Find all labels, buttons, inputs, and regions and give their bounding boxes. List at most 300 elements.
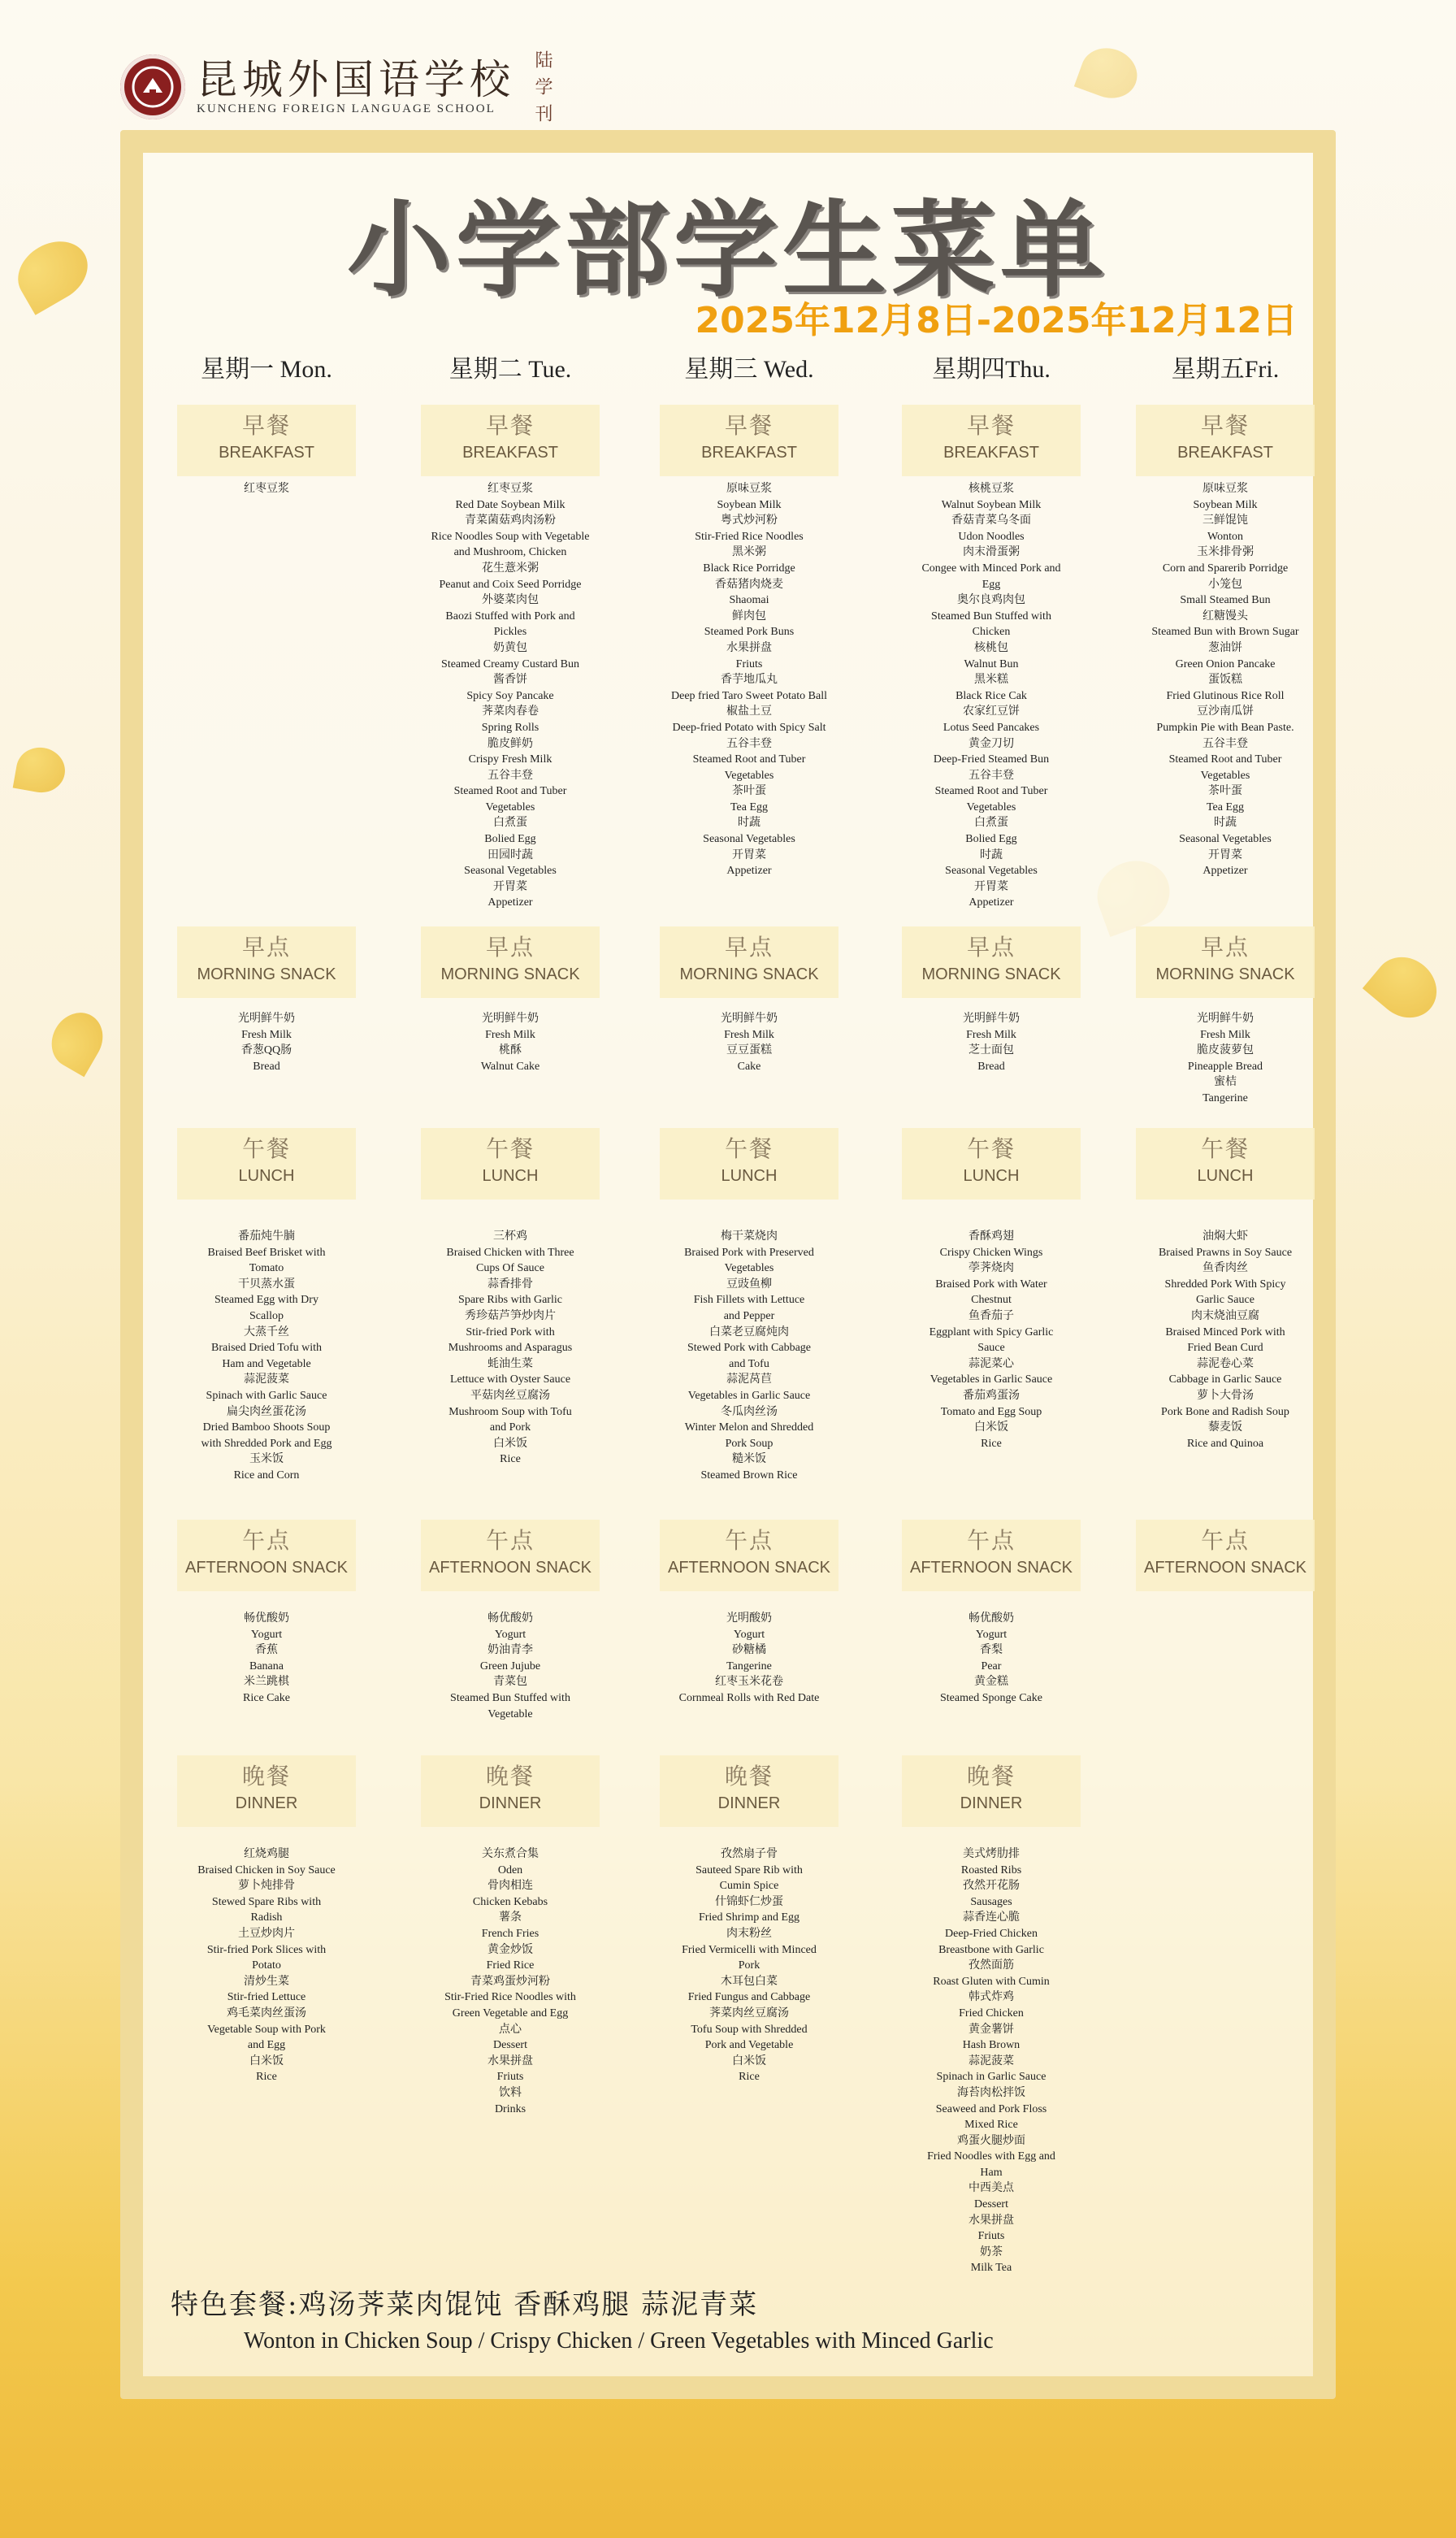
menu-item: 时蔬 bbox=[1214, 817, 1237, 830]
meal-label-en: AFTERNOON SNACK bbox=[428, 1559, 592, 1577]
meal-label-cn: 早点 bbox=[485, 934, 535, 961]
meal-label-cn: 晚餐 bbox=[966, 1763, 1016, 1790]
menu-item: 黄金刀切 bbox=[968, 737, 1014, 750]
menu-item: Fresh Milk bbox=[485, 1028, 535, 1041]
meal-label-en: AFTERNOON SNACK bbox=[1143, 1559, 1307, 1577]
menu-item: Cornmeal Rolls with Red Date bbox=[678, 1691, 820, 1704]
menu-item: 香菇猪肉烧麦 bbox=[715, 578, 783, 591]
meal-label-en: DINNER bbox=[717, 1794, 781, 1812]
menu-item: 饮料 bbox=[499, 2086, 522, 2099]
meal-badge-dinner bbox=[421, 1755, 600, 1827]
menu-item: Black Rice Cak bbox=[956, 689, 1027, 702]
menu-item: 酱香饼 bbox=[493, 674, 527, 687]
menu-item: Tangerine bbox=[1202, 1091, 1248, 1104]
menu-item: 蒜泥卷心菜 bbox=[1197, 1357, 1254, 1370]
menu-item: 开胃菜 bbox=[1208, 848, 1242, 861]
menu-item: Small Steamed Bun bbox=[1180, 594, 1271, 607]
menu-item: Rice bbox=[500, 1453, 521, 1466]
menu-item: 葱油饼 bbox=[1208, 641, 1242, 654]
menu-item: 畅优酸奶 bbox=[968, 1612, 1014, 1625]
meal-label-en: LUNCH bbox=[1197, 1167, 1254, 1185]
meal-label-en: BREAKFAST bbox=[1177, 444, 1273, 462]
menu-item: and Tofu bbox=[729, 1357, 769, 1370]
menu-item: 白煮蛋 bbox=[493, 817, 527, 830]
menu-item: 红枣豆浆 bbox=[488, 483, 533, 495]
menu-item: 红枣豆浆 bbox=[244, 483, 289, 495]
menu-item: 白米饭 bbox=[249, 2054, 284, 2067]
menu-item: Lotus Seed Pancakes bbox=[942, 721, 1040, 734]
menu-items-dinner bbox=[873, 1846, 1109, 2276]
menu-item: Ham bbox=[980, 2166, 1003, 2179]
menu-item: Ham and Vegetable bbox=[222, 1357, 311, 1370]
menu-item: 时蔬 bbox=[738, 817, 760, 830]
menu-item: Mushroom Soup with Tofu bbox=[448, 1405, 572, 1418]
menu-item: 蒜泥菠菜 bbox=[968, 2054, 1014, 2067]
menu-item: 五谷丰登 bbox=[968, 769, 1014, 782]
menu-item: 畅优酸奶 bbox=[488, 1612, 533, 1625]
menu-item: Spring Rolls bbox=[481, 721, 540, 734]
menu-item: Pear bbox=[981, 1659, 1002, 1672]
menu-item: 蛋饭糕 bbox=[1208, 674, 1242, 687]
menu-item: Tomato bbox=[249, 1262, 284, 1275]
menu-item: Steamed Bun Stuffed with bbox=[450, 1691, 570, 1704]
menu-item: 孜然面筋 bbox=[968, 1959, 1014, 1972]
meal-label-en: MORNING SNACK bbox=[921, 965, 1061, 983]
menu-item: 白米饭 bbox=[732, 2054, 766, 2067]
menu-item: Braised Beef Brisket with bbox=[207, 1246, 326, 1259]
meal-badge-breakfast bbox=[421, 405, 600, 476]
meal-label-cn: 早点 bbox=[966, 934, 1016, 961]
menu-item: Rice Cake bbox=[243, 1691, 290, 1704]
menu-item: Banana bbox=[249, 1659, 284, 1672]
menu-item: Braised Chicken in Soy Sauce bbox=[197, 1863, 336, 1876]
menu-item: Bread bbox=[253, 1060, 280, 1073]
menu-item: Crispy Chicken Wings bbox=[939, 1246, 1043, 1259]
school-logo bbox=[120, 50, 555, 124]
menu-items-morning-snack bbox=[631, 1011, 867, 1074]
school-name-en: KUNCHENG FOREIGN LANGUAGE SCHOOL bbox=[197, 102, 496, 115]
menu-item: 椒盐土豆 bbox=[726, 705, 772, 718]
menu-item: 萝卜炖排骨 bbox=[238, 1880, 295, 1893]
menu-item: Vegetables in Garlic Sauce bbox=[930, 1373, 1053, 1386]
menu-item: 三鲜馄饨 bbox=[1202, 514, 1248, 527]
school-name-cn: 昆城外国语学校 bbox=[197, 56, 515, 103]
menu-item: 海苔肉松拌饭 bbox=[957, 2086, 1025, 2099]
meal-label-cn: 午点 bbox=[241, 1527, 291, 1554]
menu-item: Rice and Corn bbox=[233, 1469, 300, 1482]
ginkgo-leaf-decoration bbox=[1074, 41, 1144, 106]
menu-item: Cups Of Sauce bbox=[476, 1262, 544, 1275]
menu-item: Fresh Milk bbox=[724, 1028, 774, 1041]
menu-item: 白煮蛋 bbox=[974, 817, 1008, 830]
menu-item: Pickles bbox=[493, 626, 527, 639]
menu-item: 红烧鸡腿 bbox=[244, 1848, 289, 1860]
menu-item: 鲜肉包 bbox=[732, 610, 766, 623]
seal-text: 陆 学 刊 bbox=[532, 50, 552, 124]
menu-item: Steamed Root and Tuber bbox=[692, 753, 806, 766]
menu-item: 肉末烧油豆腐 bbox=[1191, 1309, 1259, 1322]
meal-label-en: BREAKFAST bbox=[701, 444, 797, 462]
menu-item: Fried Rice bbox=[486, 1959, 535, 1972]
meal-badge-morning-snack bbox=[177, 926, 356, 998]
menu-item: 奶油青李 bbox=[488, 1644, 533, 1657]
meal-label-cn: 晚餐 bbox=[724, 1763, 774, 1790]
menu-item: Fresh Milk bbox=[241, 1028, 292, 1041]
menu-item: Stir-Fried Rice Noodles with bbox=[444, 1991, 576, 2004]
menu-item: Steamed Egg with Dry bbox=[214, 1294, 318, 1307]
meal-label-cn: 午点 bbox=[724, 1527, 774, 1554]
meal-badge-afternoon-snack bbox=[660, 1520, 838, 1591]
menu-item: 芝士面包 bbox=[968, 1044, 1014, 1057]
menu-item: 黑米粥 bbox=[732, 546, 766, 559]
menu-item: 中西美点 bbox=[968, 2182, 1014, 2195]
menu-item: Fried Chicken bbox=[959, 2007, 1024, 2020]
menu-items-morning-snack bbox=[392, 1011, 628, 1074]
menu-item: Pork Bone and Radish Soup bbox=[1161, 1405, 1289, 1418]
menu-item: Red Date Soybean Milk bbox=[455, 498, 566, 511]
menu-item: Rice bbox=[739, 2071, 760, 2084]
menu-item: Peanut and Coix Seed Porridge bbox=[439, 578, 582, 591]
meal-label-cn: 午点 bbox=[966, 1527, 1016, 1554]
menu-item: Yogurt bbox=[975, 1628, 1008, 1641]
menu-item: Appetizer bbox=[968, 896, 1014, 909]
menu-item: 干贝蒸水蛋 bbox=[238, 1278, 295, 1291]
menu-item: Tangerine bbox=[726, 1659, 772, 1672]
menu-item: Corn and Sparerib Porridge bbox=[1162, 562, 1289, 575]
menu-item: Seasonal Vegetables bbox=[1179, 833, 1272, 846]
menu-item: 水果拼盘 bbox=[488, 2054, 533, 2067]
menu-item: Garlic Sauce bbox=[1196, 1294, 1254, 1307]
meal-badge-breakfast bbox=[1136, 405, 1315, 476]
menu-item: 光明鲜牛奶 bbox=[1197, 1013, 1254, 1025]
menu-item: 豆沙南瓜饼 bbox=[1197, 705, 1254, 718]
menu-item: 玉米排骨粥 bbox=[1197, 546, 1254, 559]
meal-label-en: AFTERNOON SNACK bbox=[667, 1559, 831, 1577]
menu-item: Dessert bbox=[493, 2039, 527, 2052]
menu-item: 时蔬 bbox=[980, 848, 1003, 861]
meal-label-en: LUNCH bbox=[963, 1167, 1020, 1185]
menu-item: 香葱QQ肠 bbox=[240, 1044, 292, 1057]
menu-item: 粤式炒河粉 bbox=[721, 514, 778, 527]
menu-item: 开胃菜 bbox=[493, 880, 527, 893]
meal-label-cn: 早餐 bbox=[966, 412, 1016, 439]
menu-items-breakfast bbox=[149, 481, 384, 497]
day-header: 星期四Thu. bbox=[932, 356, 1051, 383]
menu-item: Friuts bbox=[496, 2071, 524, 2084]
menu-item: Appetizer bbox=[726, 865, 772, 878]
special-set-en: Wonton in Chicken Soup / Crispy Chicken / Green Vegetables with Minced Garlic bbox=[244, 2328, 994, 2354]
meal-badge-lunch bbox=[660, 1128, 838, 1200]
menu-item: Walnut Bun bbox=[964, 657, 1019, 670]
menu-item: Vegetables bbox=[724, 1262, 774, 1275]
menu-item: Breastbone with Garlic bbox=[938, 1943, 1044, 1956]
menu-item: Crispy Fresh Milk bbox=[468, 753, 552, 766]
menu-item: Pork and Vegetable bbox=[704, 2039, 794, 2052]
menu-item: Chestnut bbox=[971, 1294, 1012, 1307]
meal-label-en: AFTERNOON SNACK bbox=[909, 1559, 1073, 1577]
meal-badge-morning-snack bbox=[660, 926, 838, 998]
menu-item: 青菜菌菇鸡肉汤粉 bbox=[465, 514, 556, 527]
menu-item: Vegetables bbox=[1200, 769, 1250, 782]
menu-item: Rice and Quinoa bbox=[1186, 1437, 1264, 1450]
meal-label-cn: 午餐 bbox=[485, 1135, 535, 1162]
meal-badge-lunch bbox=[177, 1128, 356, 1200]
menu-item: Tofu Soup with Shredded bbox=[691, 2023, 808, 2036]
menu-item: Black Rice Porridge bbox=[703, 562, 795, 575]
meal-label-en: MORNING SNACK bbox=[197, 965, 336, 983]
menu-item: Vegetable bbox=[488, 1707, 533, 1720]
meal-label-cn: 晚餐 bbox=[241, 1763, 291, 1790]
menu-item: Steamed Bun with Brown Sugar bbox=[1151, 626, 1299, 639]
meal-badge-dinner bbox=[902, 1755, 1081, 1827]
meal-label-en: DINNER bbox=[960, 1794, 1023, 1812]
meal-badge-morning-snack bbox=[902, 926, 1081, 998]
menu-item: Green Vegetable and Egg bbox=[452, 2007, 569, 2020]
meal-badge-lunch bbox=[421, 1128, 600, 1200]
menu-item: 玉米饭 bbox=[249, 1453, 284, 1466]
menu-item: Udon Noodles bbox=[958, 530, 1025, 543]
menu-item: Rice Noodles Soup with Vegetable bbox=[431, 530, 590, 543]
meal-label-en: MORNING SNACK bbox=[440, 965, 580, 983]
ginkgo-leaf-decoration bbox=[13, 744, 69, 796]
menu-item: Braised Pork with Water bbox=[935, 1278, 1047, 1291]
menu-item: Fried Bean Curd bbox=[1187, 1342, 1263, 1355]
menu-item: Steamed Pork Buns bbox=[704, 626, 795, 639]
menu-item: 荸荠烧肉 bbox=[968, 1262, 1014, 1275]
meal-label-cn: 午餐 bbox=[724, 1135, 774, 1162]
menu-item: 脆皮鲜奶 bbox=[488, 737, 533, 750]
menu-item: Fish Fillets with Lettuce bbox=[693, 1294, 805, 1307]
menu-item: Fried Noodles with Egg and bbox=[927, 2150, 1055, 2163]
menu-item: Mixed Rice bbox=[964, 2119, 1018, 2132]
menu-item: Steamed Creamy Custard Bun bbox=[441, 657, 579, 670]
menu-item: 土豆炒肉片 bbox=[238, 1927, 295, 1940]
menu-item: Cake bbox=[737, 1060, 761, 1073]
menu-item: 光明酸奶 bbox=[726, 1612, 772, 1625]
menu-item: 鸡蛋火腿炒面 bbox=[957, 2134, 1025, 2147]
menu-item: Tomato and Egg Soup bbox=[940, 1405, 1042, 1418]
menu-item: 红枣玉米花卷 bbox=[715, 1676, 783, 1689]
menu-item: 光明鲜牛奶 bbox=[963, 1013, 1020, 1025]
menu-item: Steamed Brown Rice bbox=[700, 1469, 798, 1482]
menu-item: 水果拼盘 bbox=[968, 2214, 1014, 2227]
menu-items-lunch bbox=[149, 1229, 384, 1484]
menu-item: 青菜包 bbox=[493, 1676, 527, 1689]
meal-badge-lunch bbox=[1136, 1128, 1315, 1200]
meal-label-en: DINNER bbox=[235, 1794, 298, 1812]
menu-item: 鱼香肉丝 bbox=[1202, 1262, 1248, 1275]
menu-item: Green Onion Pancake bbox=[1175, 657, 1276, 670]
menu-item: Stewed Pork with Cabbage bbox=[687, 1342, 812, 1355]
menu-item: Dried Bamboo Shoots Soup bbox=[202, 1421, 331, 1434]
menu-item: Shaomai bbox=[729, 594, 769, 607]
menu-item: Radish bbox=[250, 1911, 283, 1924]
menu-item: Braised Chicken with Three bbox=[446, 1246, 574, 1259]
menu-item: 光明鲜牛奶 bbox=[238, 1013, 295, 1025]
menu-item: Drinks bbox=[494, 2102, 526, 2115]
menu-item: 红糖馒头 bbox=[1202, 610, 1248, 623]
menu-item: 白米饭 bbox=[974, 1421, 1008, 1434]
menu-item: with Shredded Pork and Egg bbox=[201, 1437, 332, 1450]
meal-label-en: BREAKFAST bbox=[462, 444, 558, 462]
menu-item: 茶叶蛋 bbox=[732, 785, 766, 798]
menu-item: 油焖大虾 bbox=[1202, 1230, 1248, 1243]
meal-badge-breakfast bbox=[660, 405, 838, 476]
menu-item: 糙米饭 bbox=[732, 1453, 766, 1466]
meal-label-cn: 午餐 bbox=[1200, 1135, 1250, 1162]
menu-item: 奶茶 bbox=[980, 2245, 1003, 2258]
menu-item: Yogurt bbox=[733, 1628, 765, 1641]
meal-badge-dinner bbox=[177, 1755, 356, 1827]
menu-item: Steamed Root and Tuber bbox=[453, 785, 567, 798]
menu-item: 白米饭 bbox=[493, 1437, 527, 1450]
meal-label-en: LUNCH bbox=[482, 1167, 539, 1185]
menu-item: Vegetables bbox=[724, 769, 774, 782]
menu-item: 鱼香茄子 bbox=[968, 1309, 1014, 1322]
menu-item: 脆皮菠萝包 bbox=[1197, 1044, 1254, 1057]
menu-item: Fresh Milk bbox=[966, 1028, 1016, 1041]
menu-item: 香菇青菜乌冬面 bbox=[951, 514, 1031, 527]
menu-items-afternoon-snack bbox=[873, 1611, 1109, 1707]
menu-item: 蒜泥菜心 bbox=[968, 1357, 1014, 1370]
menu-item: Pineapple Bread bbox=[1187, 1060, 1263, 1073]
menu-items-lunch bbox=[392, 1229, 628, 1468]
menu-item: Congee with Minced Pork and bbox=[921, 562, 1061, 575]
menu-item: Vegetable Soup with Pork bbox=[207, 2023, 326, 2036]
meal-badge-dinner bbox=[660, 1755, 838, 1827]
meal-badge-morning-snack bbox=[1136, 926, 1315, 998]
menu-item: Seaweed and Pork Floss bbox=[935, 2102, 1047, 2115]
menu-items-afternoon-snack bbox=[392, 1611, 628, 1722]
menu-item: 平菇肉丝豆腐汤 bbox=[470, 1389, 550, 1402]
menu-item: Spinach with Garlic Sauce bbox=[206, 1389, 327, 1402]
menu-item: Walnut Soybean Milk bbox=[941, 498, 1042, 511]
menu-item: 原味豆浆 bbox=[1202, 483, 1248, 495]
menu-item: Spicy Soy Pancake bbox=[466, 689, 554, 702]
menu-item: 萝卜大骨汤 bbox=[1197, 1389, 1254, 1402]
menu-item: Braised Pork with Preserved bbox=[684, 1246, 814, 1259]
menu-item: 孜然开花肠 bbox=[963, 1880, 1020, 1893]
school-emblem-icon bbox=[120, 54, 185, 119]
meal-label-en: LUNCH bbox=[721, 1167, 778, 1185]
menu-item: Braised Dried Tofu with bbox=[210, 1342, 322, 1355]
menu-item: 韩式炸鸡 bbox=[968, 1991, 1014, 2004]
menu-item: 孜然扇子骨 bbox=[721, 1848, 778, 1860]
menu-item: 黄金薯饼 bbox=[968, 2023, 1014, 2036]
menu-item: 光明鲜牛奶 bbox=[721, 1013, 778, 1025]
menu-item: Steamed Root and Tuber bbox=[934, 785, 1048, 798]
meal-label-cn: 午点 bbox=[1200, 1527, 1250, 1554]
menu-item: Vegetables bbox=[966, 800, 1016, 813]
menu-items-breakfast bbox=[392, 481, 628, 911]
menu-item: Spinach in Garlic Sauce bbox=[936, 2071, 1046, 2084]
menu-item: Steamed Root and Tuber bbox=[1168, 753, 1282, 766]
day-header: 星期一 Mon. bbox=[201, 356, 332, 383]
menu-item: Oden bbox=[497, 1863, 523, 1876]
menu-item: Milk Tea bbox=[970, 2262, 1012, 2275]
menu-item: and Egg bbox=[247, 2039, 286, 2052]
menu-item: Deep-Fried Steamed Bun bbox=[933, 753, 1050, 766]
menu-item: Roasted Ribs bbox=[960, 1863, 1022, 1876]
day-header: 星期五Fri. bbox=[1171, 356, 1280, 383]
menu-item: 白菜老豆腐炖肉 bbox=[709, 1325, 789, 1338]
menu-item: 黄金糕 bbox=[974, 1676, 1008, 1689]
menu-item: Dessert bbox=[974, 2198, 1008, 2211]
menu-item: Yogurt bbox=[494, 1628, 526, 1641]
menu-item: 五谷丰登 bbox=[488, 769, 533, 782]
menu-item: Vegetables in Garlic Sauce bbox=[687, 1389, 811, 1402]
page-title: 小学部学生菜单 bbox=[346, 190, 1109, 311]
menu-item: 田园时蔬 bbox=[488, 848, 533, 861]
menu-item: Chicken Kebabs bbox=[472, 1895, 548, 1908]
menu-item: 水果拼盘 bbox=[726, 641, 772, 654]
menu-items-dinner bbox=[392, 1846, 628, 2117]
meal-label-cn: 早餐 bbox=[241, 412, 291, 439]
menu-item: Scallop bbox=[249, 1309, 284, 1322]
menu-item: 青菜鸡蛋炒河粉 bbox=[470, 1975, 550, 1988]
meal-label-cn: 早餐 bbox=[1200, 412, 1250, 439]
menu-item: 开胃菜 bbox=[974, 880, 1008, 893]
menu-item: Cabbage in Garlic Sauce bbox=[1168, 1373, 1282, 1386]
menu-items-lunch bbox=[873, 1229, 1109, 1451]
menu-item: Walnut Cake bbox=[480, 1060, 540, 1073]
menu-item: 蒜香连心脆 bbox=[963, 1911, 1020, 1924]
menu-item: 香梨 bbox=[980, 1644, 1003, 1657]
menu-item: 蒜香排骨 bbox=[488, 1278, 533, 1291]
menu-item: Rice bbox=[256, 2071, 277, 2084]
menu-item: and Mushroom, Chicken bbox=[453, 546, 567, 559]
menu-item: 开胃菜 bbox=[732, 848, 766, 861]
menu-item: Bread bbox=[977, 1060, 1005, 1073]
menu-item: Seasonal Vegetables bbox=[464, 865, 557, 878]
menu-item: French Fries bbox=[481, 1927, 540, 1940]
menu-item: Pork Soup bbox=[725, 1437, 774, 1450]
menu-item: 骨肉相连 bbox=[488, 1880, 533, 1893]
menu-item: 原味豆浆 bbox=[726, 483, 772, 495]
menu-item: Chicken bbox=[972, 626, 1011, 639]
menu-item: Pork bbox=[738, 1959, 760, 1972]
menu-item: 米兰跳棋 bbox=[244, 1676, 289, 1689]
menu-items-dinner bbox=[631, 1846, 867, 2085]
menu-item: Roast Gluten with Cumin bbox=[933, 1975, 1050, 1988]
menu-item: Braised Prawns in Soy Sauce bbox=[1158, 1246, 1293, 1259]
menu-items-morning-snack bbox=[1107, 1011, 1343, 1107]
menu-item: Rice bbox=[981, 1437, 1002, 1450]
menu-item: Cumin Spice bbox=[719, 1880, 779, 1893]
menu-item: Appetizer bbox=[1202, 865, 1248, 878]
menu-items-lunch bbox=[631, 1229, 867, 1484]
ginkgo-leaf-decoration bbox=[1363, 944, 1449, 1030]
menu-items-dinner bbox=[149, 1846, 384, 2085]
menu-item: and Pepper bbox=[723, 1309, 775, 1322]
menu-item: 香芋地瓜丸 bbox=[721, 674, 778, 687]
menu-item: 茶叶蛋 bbox=[1208, 785, 1242, 798]
menu-item: 香蕉 bbox=[255, 1644, 278, 1657]
menu-item: 蜜桔 bbox=[1214, 1076, 1237, 1089]
menu-item: 肉末粉丝 bbox=[726, 1927, 772, 1940]
menu-item: 香酥鸡翅 bbox=[968, 1230, 1014, 1243]
meal-label-cn: 午餐 bbox=[966, 1135, 1016, 1162]
menu-item: 扁尖肉丝蛋花汤 bbox=[227, 1405, 306, 1418]
meal-badge-breakfast bbox=[177, 405, 356, 476]
menu-item: 砂糖橘 bbox=[732, 1644, 766, 1657]
menu-item: Shredded Pork With Spicy bbox=[1164, 1278, 1286, 1291]
menu-items-morning-snack bbox=[873, 1011, 1109, 1074]
meal-label-en: AFTERNOON SNACK bbox=[184, 1559, 349, 1577]
meal-label-en: DINNER bbox=[479, 1794, 542, 1812]
menu-item: Deep fried Taro Sweet Potato Ball bbox=[671, 689, 827, 702]
day-header: 星期三 Wed. bbox=[684, 356, 814, 383]
